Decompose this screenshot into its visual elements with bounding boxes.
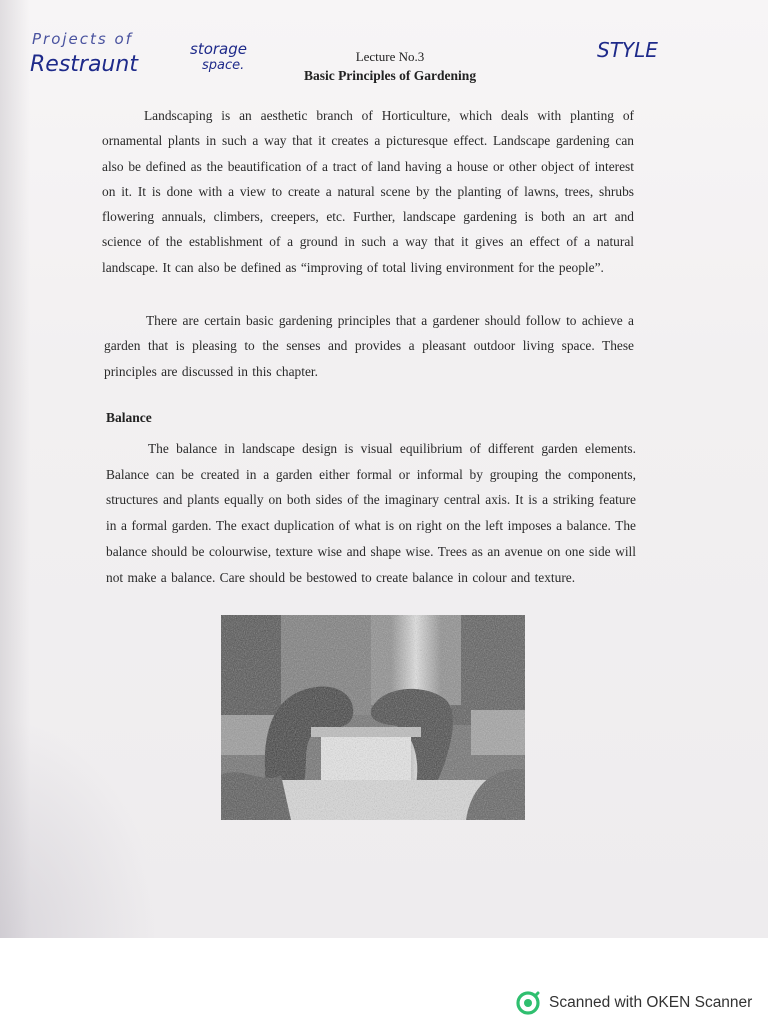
document-header [240, 47, 540, 85]
oken-scanner-logo-icon [516, 991, 540, 1015]
handwritten-note-style: STYLE [597, 38, 658, 62]
handwritten-note-restaurant: Restraunt [30, 52, 138, 77]
handwritten-note-storage: storage [190, 40, 247, 58]
document-title: Basic Principles of Gardening [303, 68, 477, 83]
lecture-number: Lecture No.3 [355, 49, 425, 64]
principles-paragraph: There are certain basic gardening principles that a gardener should follow to achieve a garden that is pleasing to the senses and provides a pleasant outdoor living space. These principles are discussed in this chapter. [104, 313, 634, 379]
balance-heading: Balance [106, 410, 152, 425]
scanner-label: Scanned with OKEN Scanner [549, 994, 753, 1011]
handwritten-note-top: Projects of [32, 30, 133, 48]
garden-photo [221, 615, 525, 820]
scanner-watermark [516, 990, 752, 1016]
handwritten-note-space: space. [202, 58, 245, 73]
intro-paragraph: Landscaping is an aesthetic branch of Horticulture, which deals with planting of ornamental plants in such a way that it creates a picturesque effect. Landscape gardening can also be defined as the beautification of a tract of land having a house or other object of interest on it. It is done with a view to create a natural scene by the planting of lawns, trees, shrubs flowering annuals, climbers, creepers, etc. Further, landscape gardening is both an art and science of the establishment of a ground in such a way that it gives an effect of a natural landscape. It can also be defined as “improving of total living environment for the people”. [102, 108, 634, 275]
balance-paragraph: The balance in landscape design is visual equilibrium of different garden elements. Balance can be created in a garden either formal or informal by grouping the components, structures and plants equally on both sides of the imaginary central axis. It is a striking feature in a formal garden. The exact duplication of what is on right on the left imposes a balance. The balance should be colourwise, texture wise and shape wise. Trees as an avenue on one side will not make a balance. Care should be bestowed to create balance in colour and texture. [106, 441, 636, 585]
